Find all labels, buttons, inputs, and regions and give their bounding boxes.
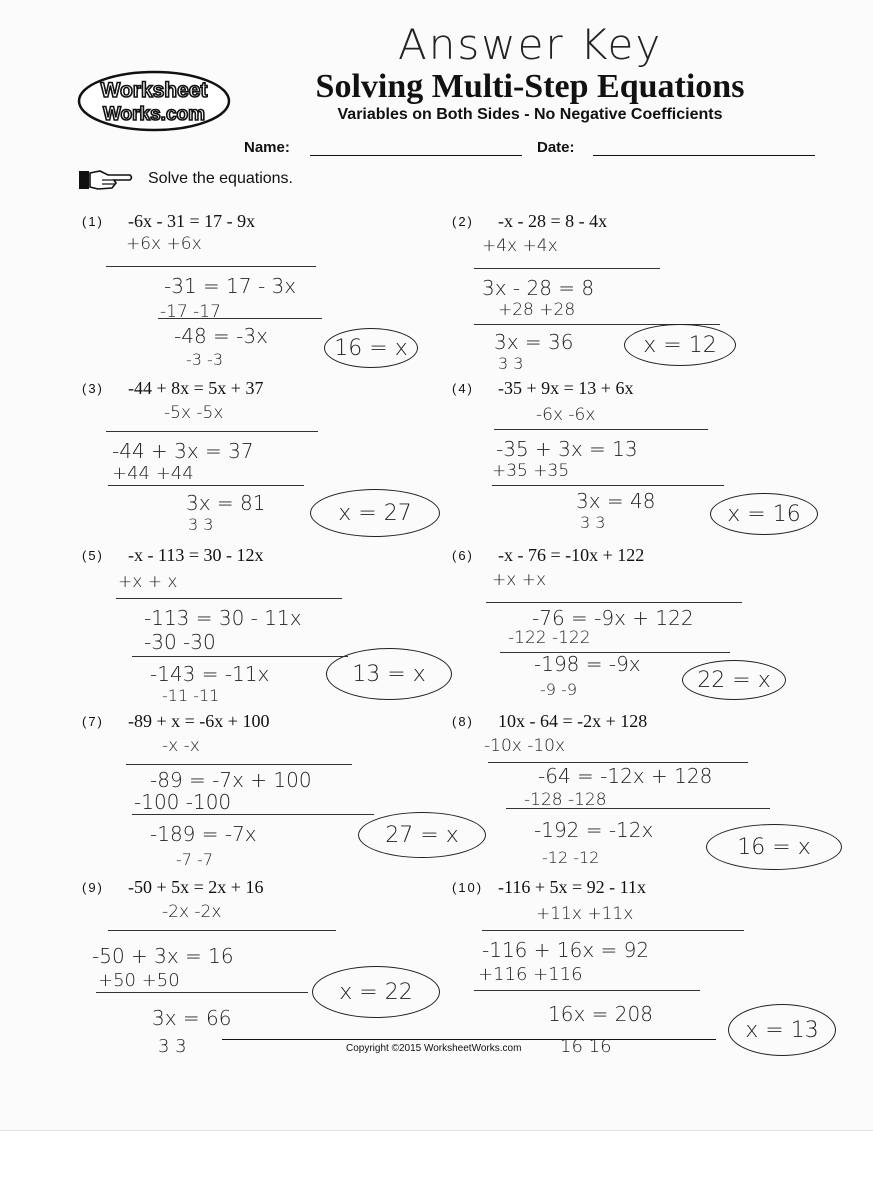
work-step-2: -89 = -7x + 100 — [150, 768, 312, 792]
work-step-3: +116 +116 — [478, 964, 583, 985]
problem-equation: -x - 28 = 8 - 4x — [498, 211, 608, 231]
circled-answer: 13 = x — [326, 648, 452, 700]
problem-5 — [82, 545, 482, 718]
work-step-3: -30 -30 — [144, 630, 216, 654]
problem-equation: -50 + 5x = 2x + 16 — [128, 877, 264, 897]
problem-equation: -6x - 31 = 17 - 9x — [128, 211, 256, 231]
work-step-2: -50 + 3x = 16 — [92, 944, 234, 968]
circled-answer: x = 22 — [312, 966, 440, 1018]
work-divider — [132, 814, 374, 815]
work-step-5: -3 -3 — [186, 350, 223, 369]
work-step-2: -35 + 3x = 13 — [496, 437, 638, 461]
work-step-1: +x +x — [492, 570, 547, 590]
problem-number: (8) — [452, 714, 474, 729]
problem-4 — [452, 378, 852, 551]
problem-number: (2) — [452, 214, 474, 229]
work-step-4: -48 = -3x — [174, 324, 268, 348]
problem-10 — [452, 877, 852, 1057]
work-divider — [486, 602, 742, 603]
work-divider — [506, 808, 770, 809]
problem-7 — [82, 711, 482, 884]
work-step-1: +x + x — [118, 572, 178, 592]
problem-number: (9) — [82, 880, 104, 895]
work-step-5: 3 3 — [188, 515, 214, 534]
work-step-5: -12 -12 — [542, 848, 600, 867]
problem-number: (10) — [452, 880, 484, 895]
problem-equation: -x - 76 = -10x + 122 — [498, 545, 645, 565]
problem-number: (6) — [452, 548, 474, 563]
problem-2 — [452, 211, 852, 384]
footer-divider — [222, 1039, 716, 1040]
work-divider — [474, 268, 660, 269]
work-step-4: -198 = -9x — [534, 652, 641, 676]
work-step-3: -122 -122 — [508, 628, 591, 648]
problem-equation: -89 + x = -6x + 100 — [128, 711, 270, 731]
work-divider — [488, 762, 748, 763]
work-divider — [106, 431, 318, 432]
work-step-4: -189 = -7x — [150, 822, 257, 846]
circled-answer: x = 27 — [310, 489, 440, 537]
circled-answer: x = 12 — [624, 324, 736, 366]
work-step-4: 3x = 48 — [576, 489, 656, 513]
problem-6 — [452, 545, 852, 718]
worksheetworks-logo — [76, 70, 232, 132]
circled-answer: x = 16 — [710, 493, 818, 535]
problem-equation: -116 + 5x = 92 - 11x — [498, 877, 646, 897]
work-divider — [482, 930, 744, 931]
problem-number: (4) — [452, 381, 474, 396]
work-step-1: +11x +11x — [536, 904, 634, 924]
problem-1 — [82, 211, 482, 384]
work-divider — [132, 656, 348, 657]
circled-answer: 16 = x — [706, 824, 842, 870]
work-step-3: -100 -100 — [134, 790, 232, 814]
work-step-4: -192 = -12x — [534, 818, 654, 842]
work-step-3: +35 +35 — [492, 461, 570, 481]
work-step-2: -113 = 30 - 11x — [144, 606, 302, 630]
worksheet-subtitle: Variables on Both Sides - No Negative Coefficients — [337, 106, 723, 123]
work-step-1: -2x -2x — [162, 902, 222, 922]
work-step-4: 16x = 208 — [548, 1002, 653, 1026]
pointing-hand-icon — [78, 168, 134, 192]
logo-line-1: Worksheet — [100, 79, 208, 102]
name-label: Name: — [244, 139, 290, 156]
work-step-2: -31 = 17 - 3x — [164, 274, 297, 298]
work-divider — [108, 485, 304, 486]
circled-answer: 16 = x — [324, 328, 418, 368]
work-step-1: -5x -5x — [164, 403, 224, 423]
work-step-1: -x -x — [162, 736, 200, 756]
work-divider — [126, 764, 352, 765]
circled-answer: x = 13 — [728, 1004, 836, 1056]
circled-answer: 27 = x — [358, 812, 486, 858]
work-divider — [158, 318, 322, 319]
work-divider — [108, 930, 336, 931]
copyright-text: Copyright ©2015 WorksheetWorks.com — [346, 1043, 522, 1054]
work-step-5: 3 3 — [498, 354, 524, 373]
work-step-3: +50 +50 — [98, 970, 180, 991]
work-divider — [474, 990, 700, 991]
problem-8 — [452, 711, 852, 884]
work-step-4: 3x = 81 — [186, 491, 266, 515]
work-step-2: -116 + 16x = 92 — [482, 938, 650, 962]
work-divider — [116, 598, 342, 599]
work-step-5: 16 16 — [560, 1036, 612, 1057]
work-step-5: -11 -11 — [162, 686, 220, 705]
work-step-4: -143 = -11x — [150, 662, 270, 686]
work-step-1: +6x +6x — [126, 234, 202, 254]
work-step-1: -10x -10x — [484, 736, 566, 756]
work-step-3: +28 +28 — [498, 300, 576, 320]
work-divider — [492, 485, 724, 486]
work-step-2: -64 = -12x + 128 — [538, 764, 713, 788]
work-divider — [106, 266, 316, 267]
work-step-5: 3 3 — [580, 513, 606, 532]
circled-answer: 22 = x — [682, 660, 786, 700]
worksheet-title: Solving Multi-Step Equations — [315, 68, 745, 105]
work-step-2: 3x - 28 = 8 — [482, 276, 595, 300]
work-step-3: +44 +44 — [112, 463, 194, 484]
work-step-2: -76 = -9x + 122 — [532, 606, 694, 630]
problem-equation: 10x - 64 = -2x + 128 — [498, 711, 648, 731]
work-step-4: 3x = 66 — [152, 1006, 232, 1030]
problem-number: (7) — [82, 714, 104, 729]
logo-line-2: Works.com — [102, 104, 206, 125]
work-divider — [494, 429, 708, 430]
problem-equation: -35 + 9x = 13 + 6x — [498, 378, 634, 398]
date-field-line — [593, 155, 815, 156]
problem-3 — [82, 378, 482, 551]
problem-equation: -44 + 8x = 5x + 37 — [128, 378, 264, 398]
problem-equation: -x - 113 = 30 - 12x — [128, 545, 264, 565]
work-step-5: 3 3 — [158, 1036, 187, 1057]
instructions-text: Solve the equations. — [148, 170, 293, 187]
problem-number: (1) — [82, 214, 104, 229]
work-step-3: -17 -17 — [160, 302, 221, 322]
work-step-2: -44 + 3x = 37 — [112, 439, 254, 463]
work-divider — [96, 992, 308, 993]
work-step-1: +4x +4x — [482, 236, 558, 256]
problem-number: (5) — [82, 548, 104, 563]
work-step-5: -7 -7 — [176, 850, 213, 869]
name-field-line — [310, 155, 522, 156]
date-label: Date: — [537, 139, 575, 156]
work-step-1: -6x -6x — [536, 405, 596, 425]
work-step-5: -9 -9 — [540, 680, 577, 699]
work-step-4: 3x = 36 — [494, 330, 574, 354]
work-step-3: -128 -128 — [524, 790, 607, 810]
problem-number: (3) — [82, 381, 104, 396]
answer-key-annotation: Answer Key — [398, 20, 663, 69]
